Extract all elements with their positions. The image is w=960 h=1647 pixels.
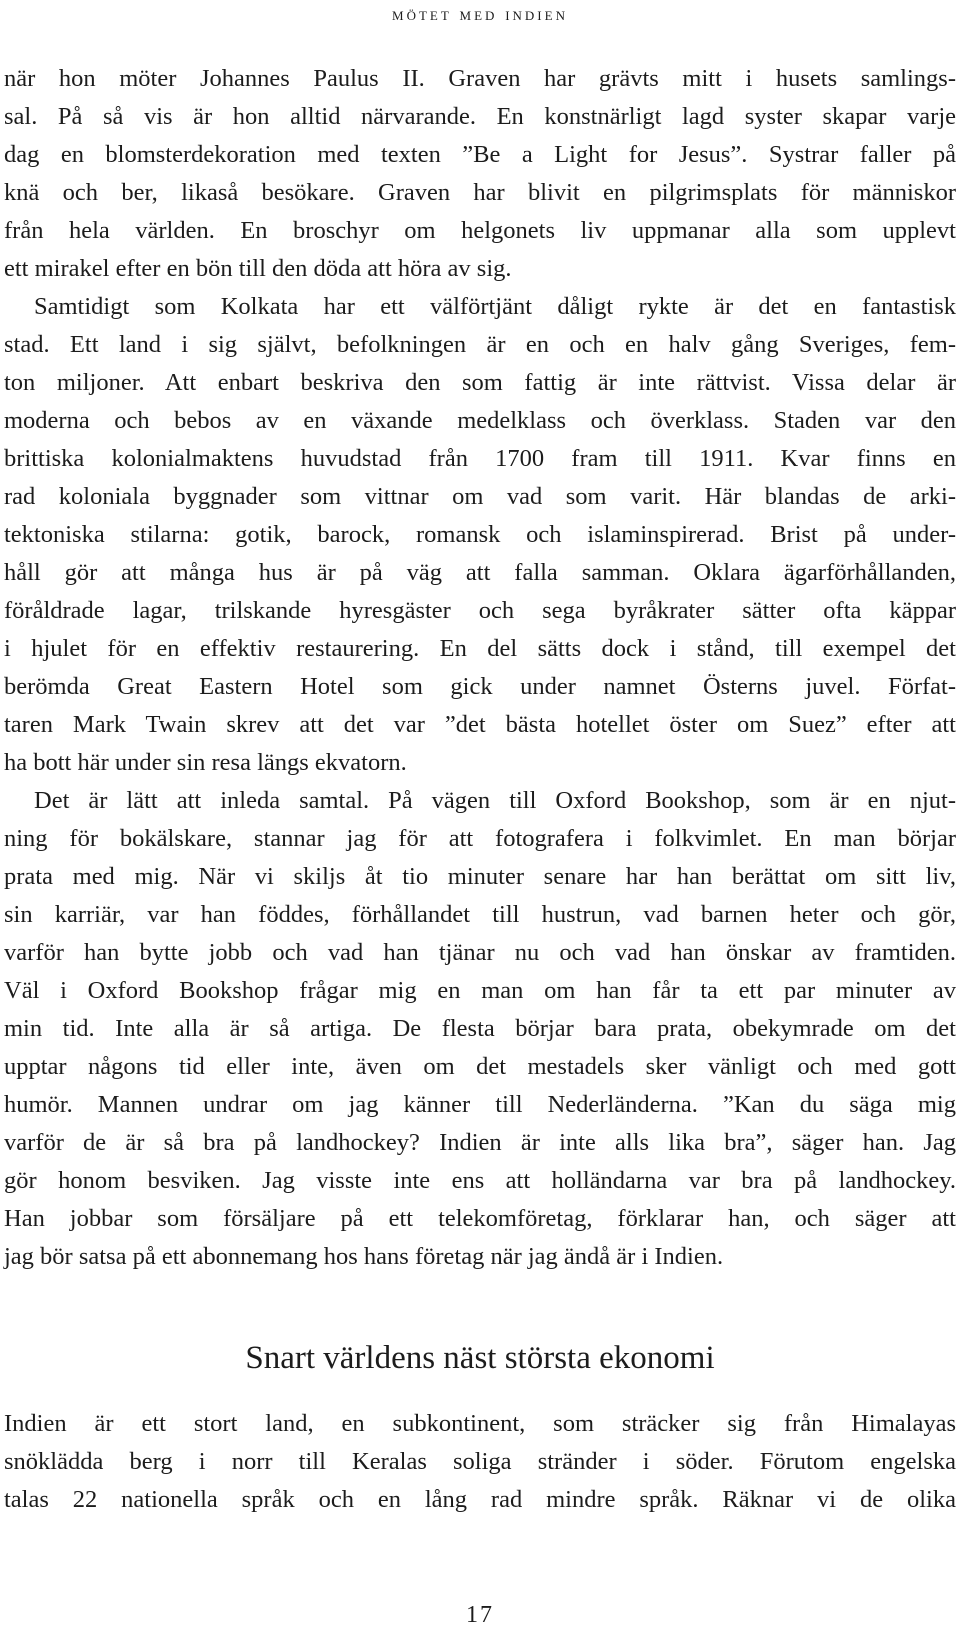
text-line: gör honom besviken. Jag visste inte ens att holländarna var bra på landhockey.: [4, 1167, 956, 1194]
section-text: [4, 1405, 956, 1519]
text-line: ha bott här under sin resa längs ekvatorn.: [4, 749, 407, 776]
text-line: min tid. Inte alla är så artiga. De flesta börjar bara prata, obekymrade om det: [4, 1015, 956, 1042]
text-line: varför de är så bra på landhockey? Indien är inte alls lika bra”, säger han. Jag: [4, 1129, 956, 1156]
text-line: Det är lätt att inleda samtal. På vägen till Oxford Bookshop, som är en njut-: [34, 787, 956, 814]
text-line: rad koloniala byggnader som vittnar om vad som varit. Här blandas de arki-: [4, 483, 956, 510]
text-line: ning för bokälskare, stannar jag för att fotografera i folkvimlet. En man börjar: [4, 825, 956, 852]
text-line: från hela världen. En broschyr om helgonets liv uppmanar alla som upplevt: [4, 217, 956, 244]
text-line: sal. På så vis är hon alltid närvarande. En konstnärligt lagd syster skapar varje: [4, 103, 956, 130]
text-line: ett mirakel efter en bön till den döda att höra av sig.: [4, 255, 512, 282]
text-line: knä och ber, likaså besökare. Graven har blivit en pilgrimsplats för människor: [4, 179, 956, 206]
text-line: taren Mark Twain skrev att det var ”det bästa hotellet öster om Suez” efter att: [4, 711, 956, 738]
text-line: tektoniska stilarna: gotik, barock, romansk och islaminspirerad. Brist på under-: [4, 521, 956, 548]
text-line: upptar någons tid eller inte, även om det mestadels sker vänligt och med gott: [4, 1053, 956, 1080]
text-line: berömda Great Eastern Hotel som gick under namnet Österns juvel. Förfat-: [4, 673, 956, 700]
text-line: stad. Ett land i sig självt, befolkningen är en och en halv gång Sveriges, fem-: [4, 331, 956, 358]
text-line: moderna och bebos av en växande medelklass och överklass. Staden var den: [4, 407, 956, 434]
page-number: 17: [466, 1602, 494, 1628]
text-line: brittiska kolonialmaktens huvudstad från 1700 fram till 1911. Kvar finns en: [4, 445, 956, 472]
text-line: Indien är ett stort land, en subkontinent, som sträcker sig från Himalayas: [4, 1410, 956, 1437]
running-head: mötet med indien: [392, 4, 568, 25]
text-line: sin karriär, var han föddes, förhållandet till hustrun, vad barnen heter och gör,: [4, 901, 956, 928]
section-heading: Snart världens näst största ekonomi: [245, 1340, 715, 1376]
text-line: Väl i Oxford Bookshop frågar mig en man om han får ta ett par minuter av: [4, 977, 956, 1004]
text-line: varför han bytte jobb och vad han tjänar nu och vad han önskar av framtiden.: [4, 939, 956, 966]
text-line: när hon möter Johannes Paulus II. Graven har grävts mitt i husets samlings-: [4, 65, 956, 92]
text-line: jag bör satsa på ett abonnemang hos hans företag när jag ändå är i Indien.: [4, 1243, 724, 1270]
text-line: humör. Mannen undrar om jag känner till Nederländerna. ”Kan du säga mig: [4, 1091, 956, 1118]
text-line: Han jobbar som försäljare på ett telekomföretag, förklarar han, och säger att: [4, 1205, 956, 1232]
text-line: håll gör att många hus är på väg att falla samman. Oklara ägarförhållanden,: [4, 559, 956, 586]
text-line: prata med mig. När vi skiljs åt tio minuter senare har han berättat om sitt liv,: [4, 863, 956, 890]
text-line: talas 22 nationella språk och en lång rad mindre språk. Räknar vi de olika: [4, 1486, 956, 1513]
text-line: i hjulet för en effektiv restaurering. En del sätts dock i stånd, till exempel det: [4, 635, 956, 662]
text-line: Samtidigt som Kolkata har ett välförtjänt dåligt rykte är det en fantastisk: [34, 293, 956, 320]
text-line: föråldrade lagar, trilskande hyresgäster och sega byråkrater sätter ofta käppar: [4, 597, 956, 624]
text-line: dag en blomsterdekoration med texten ”Be a Light for Jesus”. Systrar faller på: [4, 141, 956, 168]
text-line: ton miljoner. Att enbart beskriva den som fattig är inte rättvist. Vissa delar är: [4, 369, 956, 396]
body-text: [4, 60, 956, 1276]
text-line: snöklädda berg i norr till Keralas soliga stränder i söder. Förutom engelska: [4, 1448, 956, 1475]
